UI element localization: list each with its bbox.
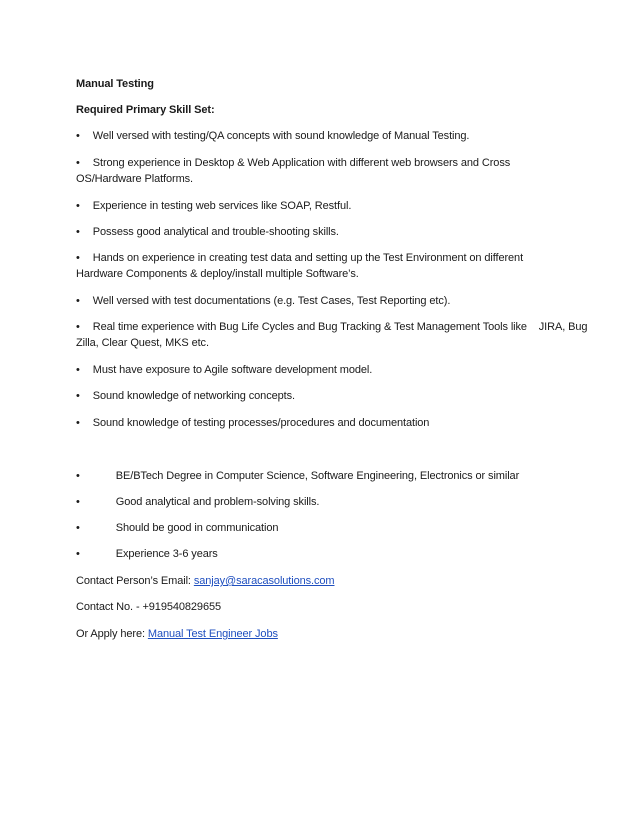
skill-item — [76, 129, 469, 143]
skill-text: Sound knowledge of testing processes/procedures and documentation — [92, 417, 430, 429]
bullet: • — [76, 252, 80, 264]
skill-text: Must have exposure to Agile software development model. — [92, 364, 373, 376]
bullet: • — [76, 496, 80, 508]
skill-item-continued: Hardware Components & deploy/install multiple Software’s. — [76, 268, 359, 280]
skill-text: Sound knowledge of networking concepts. — [92, 390, 295, 402]
skill-item — [76, 225, 339, 239]
requirement-item — [76, 521, 278, 535]
bullet: • — [76, 200, 80, 212]
doc-title: Manual Testing — [76, 78, 154, 90]
requirement-item — [76, 495, 319, 509]
skill-item — [76, 320, 587, 334]
skill-item — [76, 363, 372, 377]
skill-text: Hands on experience in creating test data and setting up the Test Environment on different — [92, 252, 524, 264]
bullet: • — [76, 522, 80, 534]
email-link[interactable]: sanjay@saracasolutions.com — [193, 575, 335, 587]
bullet: • — [76, 157, 80, 169]
skill-text: Strong experience in Desktop & Web Application with different web browsers and Cross — [92, 157, 511, 169]
skill-item — [76, 156, 510, 170]
contact-email-label: Contact Person’s Email: — [76, 575, 194, 587]
requirement-text: Experience 3-6 years — [115, 548, 218, 560]
apply-link[interactable]: Manual Test Engineer Jobs — [147, 628, 278, 640]
skill-item-continued: OS/Hardware Platforms. — [76, 173, 194, 185]
skill-item — [76, 416, 429, 430]
apply-label: Or Apply here: — [76, 628, 148, 640]
skill-item — [76, 294, 450, 308]
bullet: • — [76, 295, 80, 307]
skill-text: Real time experience with Bug Life Cycles and Bug Tracking & Test Management Tools like JIRA, Bug — [92, 321, 588, 333]
skill-item — [76, 389, 295, 403]
requirement-item — [76, 547, 218, 561]
requirement-item — [76, 469, 519, 483]
skill-text: Experience in testing web services like SOAP, Restful. — [92, 200, 352, 212]
requirement-text: Good analytical and problem-solving skills. — [115, 496, 320, 508]
skill-text: Well versed with test documentations (e.g. Test Cases, Test Reporting etc). — [92, 295, 451, 307]
bullet: • — [76, 470, 80, 482]
contact-email-line — [76, 574, 334, 588]
bullet: • — [76, 321, 80, 333]
contact-phone: Contact No. - +919540829655 — [76, 601, 221, 613]
bullet: • — [76, 548, 80, 560]
bullet: • — [76, 226, 80, 238]
requirement-text: Should be good in communication — [115, 522, 279, 534]
bullet: • — [76, 130, 80, 142]
skills-heading: Required Primary Skill Set: — [76, 104, 215, 116]
apply-line — [76, 627, 278, 641]
bullet: • — [76, 364, 80, 376]
skill-text: Possess good analytical and trouble-shooting skills. — [92, 226, 339, 238]
bullet: • — [76, 417, 80, 429]
bullet: • — [76, 390, 80, 402]
skill-item — [76, 199, 351, 213]
skill-item — [76, 251, 523, 265]
requirement-text: BE/BTech Degree in Computer Science, Software Engineering, Electronics or similar — [115, 470, 520, 482]
skill-item-continued: Zilla, Clear Quest, MKS etc. — [76, 337, 209, 349]
skill-text: Well versed with testing/QA concepts with sound knowledge of Manual Testing. — [92, 130, 470, 142]
